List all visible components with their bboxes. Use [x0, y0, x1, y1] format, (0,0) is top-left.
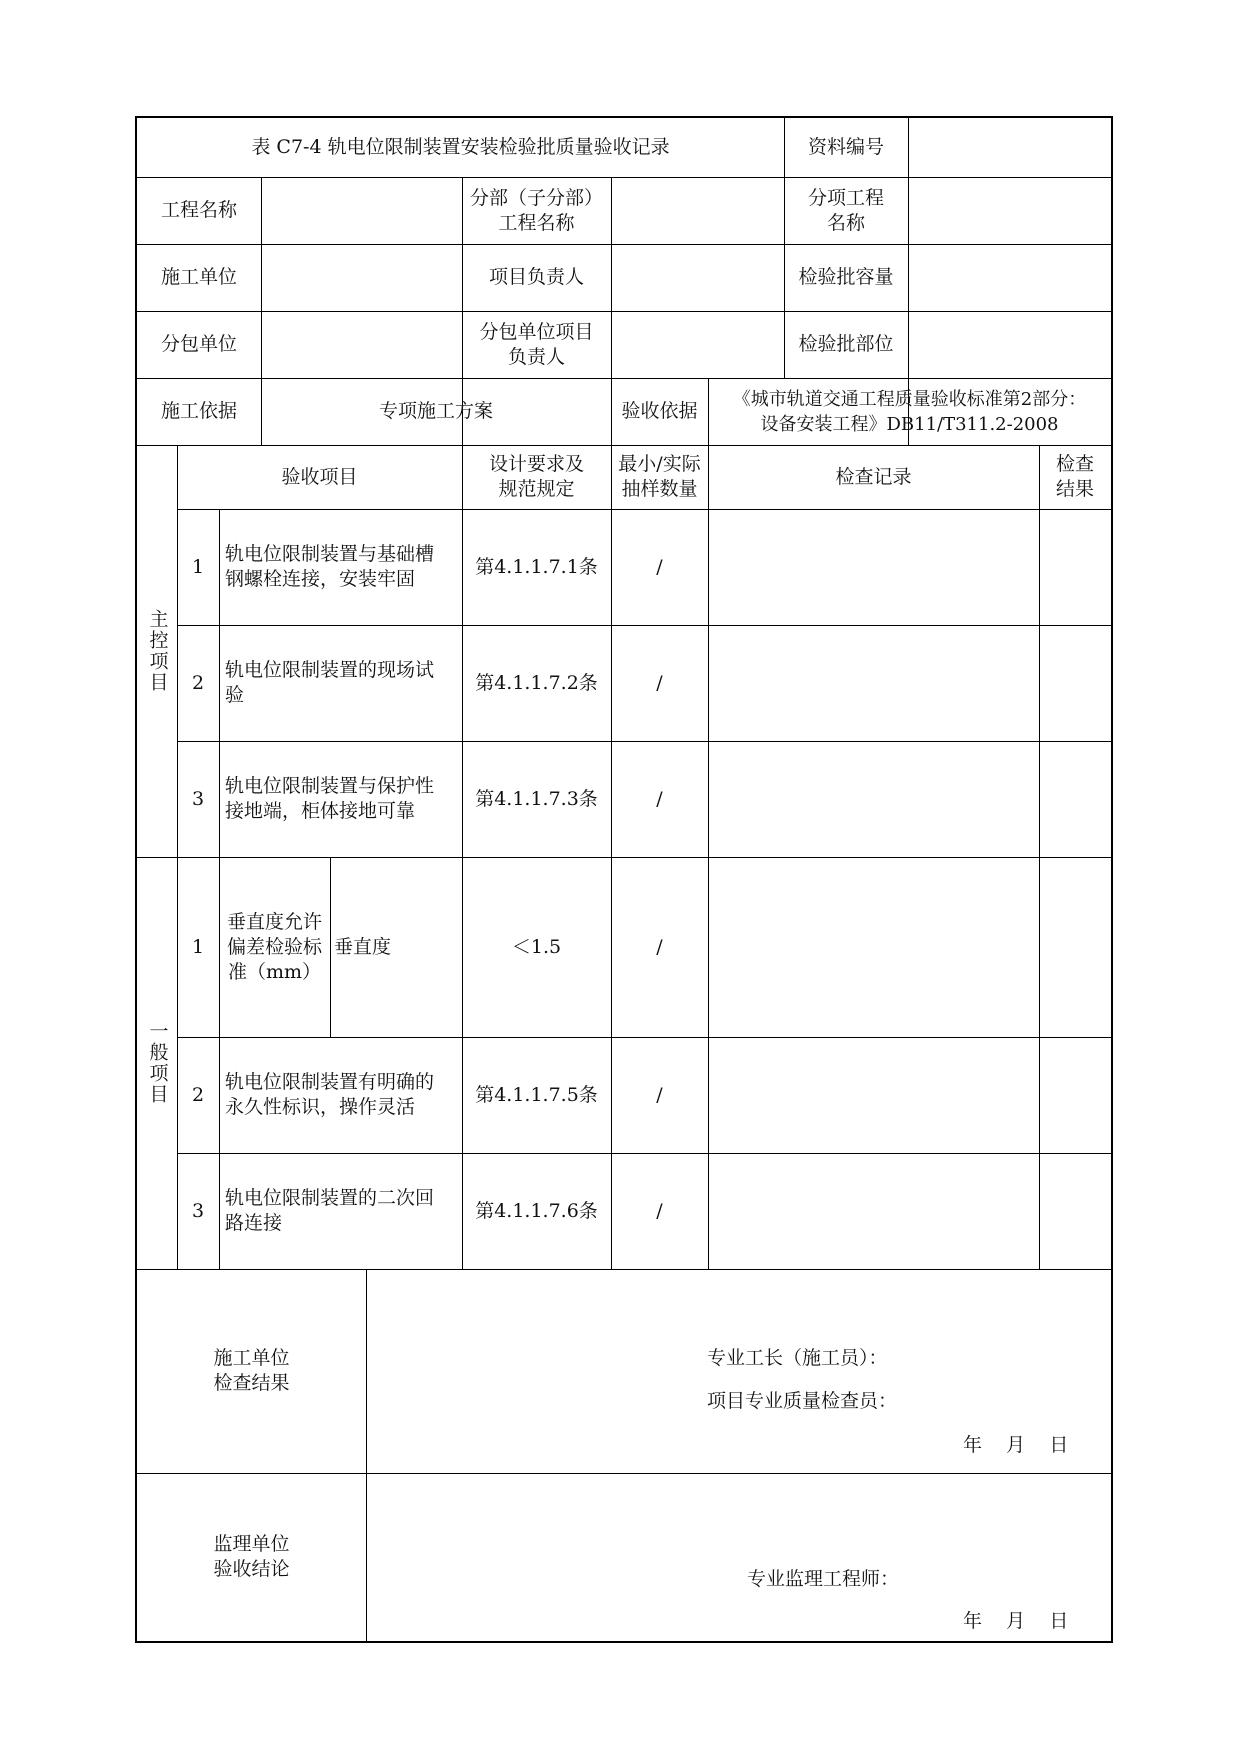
inspection-record-field[interactable] [708, 1153, 1039, 1269]
item-description: 轨电位限制装置的现场试 验 [225, 659, 435, 706]
sample-count: / [656, 1199, 663, 1222]
row-number: 2 [191, 1083, 205, 1106]
sub-division-label: 分部（子分部） 工程名称 [469, 186, 603, 234]
batch-location-field[interactable] [908, 311, 1111, 378]
inspection-record-field[interactable] [708, 625, 1039, 741]
project-leader-field[interactable] [611, 244, 784, 311]
supervision-conclusion-label: 监理单位 验收结论 [213, 1533, 290, 1580]
sample-count: / [656, 935, 663, 958]
construction-check-date[interactable]: 年 月 日 [963, 1433, 1069, 1456]
inspection-record-field[interactable] [708, 741, 1039, 857]
batch-location-label: 检验批部位 [798, 333, 894, 355]
row-number: 2 [191, 671, 205, 694]
row-number: 1 [191, 555, 205, 578]
requirement-clause: 第4.1.1.7.5条 [475, 1083, 598, 1106]
sample-count: / [656, 1083, 663, 1106]
construction-check-label: 施工单位 检查结果 [213, 1347, 290, 1394]
sub-item-field[interactable] [908, 177, 1111, 244]
inspection-result-field[interactable] [1039, 1153, 1111, 1269]
supervision-date[interactable]: 年 月 日 [963, 1609, 1069, 1632]
batch-capacity-label: 检验批容量 [798, 266, 894, 288]
quality-inspector-signature-line[interactable]: 项目专业质量检查员： [707, 1389, 898, 1412]
sub-division-field[interactable] [611, 177, 784, 244]
acceptance-record-form [135, 116, 1113, 1643]
general-items-label: 一般项目 [146, 1021, 169, 1105]
subcontractor-leader-field[interactable] [611, 311, 784, 378]
inspection-record-field[interactable] [708, 857, 1039, 1037]
subcontractor-leader-label: 分包单位项目 负责人 [479, 320, 594, 368]
column-result-header: 检查 结果 [1055, 453, 1094, 500]
inspection-record-field[interactable] [708, 509, 1039, 625]
requirement-clause: 第4.1.1.7.3条 [475, 787, 598, 810]
row-number: 1 [191, 935, 205, 958]
inspection-record-field[interactable] [708, 1037, 1039, 1153]
batch-capacity-field[interactable] [908, 244, 1111, 311]
construction-basis-label: 施工依据 [160, 400, 237, 422]
sample-count: / [656, 555, 663, 578]
item-description: 轨电位限制装置与保护性 接地端，柜体接地可靠 [225, 775, 435, 822]
item-description: 轨电位限制装置有明确的 永久性标识，操作灵活 [225, 1071, 435, 1118]
sub-item-label: 分项工程 名称 [807, 186, 884, 234]
construction-unit-field[interactable] [261, 244, 462, 311]
project-name-field[interactable] [261, 177, 462, 244]
construction-basis-value: 专项施工方案 [378, 400, 493, 422]
acceptance-basis-label: 验收依据 [621, 400, 698, 422]
inspection-result-field[interactable] [1039, 857, 1111, 1037]
main-control-label: 主控项目 [146, 609, 169, 693]
sample-count: / [656, 671, 663, 694]
column-requirement-header: 设计要求及 规范规定 [488, 453, 584, 500]
inspection-result-field[interactable] [1039, 1037, 1111, 1153]
column-item-header: 验收项目 [281, 465, 358, 488]
sample-count: / [656, 787, 663, 810]
column-sample-header: 最小/实际 抽样数量 [618, 453, 701, 500]
inspection-result-field[interactable] [1039, 741, 1111, 857]
inspection-result-field[interactable] [1039, 509, 1111, 625]
row-number: 3 [191, 787, 205, 810]
sub-item-verticality: 垂直度 [334, 935, 392, 958]
project-leader-label: 项目负责人 [488, 266, 584, 288]
acceptance-basis-value: 《城市轨道交通工程质量验收标准第2部分： 设备安装工程》DB11/T311.2-2008 [732, 388, 1087, 435]
column-record-header: 检查记录 [835, 465, 912, 488]
requirement-clause: 第4.1.1.7.2条 [475, 671, 598, 694]
record-no-label: 资料编号 [807, 136, 884, 158]
requirement-clause: 第4.1.1.7.1条 [475, 555, 598, 578]
project-name-label: 工程名称 [160, 199, 237, 221]
construction-unit-label: 施工单位 [160, 266, 237, 288]
row-number: 3 [191, 1199, 205, 1222]
record-no-field[interactable] [908, 118, 1111, 177]
item-description: 垂直度允许 偏差检验标 准（mm） [226, 910, 322, 983]
rule [366, 1269, 367, 1641]
requirement-clause: 第4.1.1.7.6条 [475, 1199, 598, 1222]
requirement-tolerance: ＜1.5 [511, 935, 562, 958]
subcontractor-label: 分包单位 [160, 333, 237, 355]
item-description: 轨电位限制装置与基础槽 钢螺栓连接，安装牢固 [225, 543, 435, 590]
subcontractor-field[interactable] [261, 311, 462, 378]
form-title: 表 C7-4 轨电位限制装置安装检验批质量验收记录 [251, 136, 670, 158]
item-description: 轨电位限制装置的二次回 路连接 [225, 1187, 435, 1234]
supervising-engineer-signature-line[interactable]: 专业监理工程师： [747, 1567, 900, 1590]
inspection-result-field[interactable] [1039, 625, 1111, 741]
foreman-signature-line[interactable]: 专业工长（施工员）： [707, 1346, 888, 1369]
